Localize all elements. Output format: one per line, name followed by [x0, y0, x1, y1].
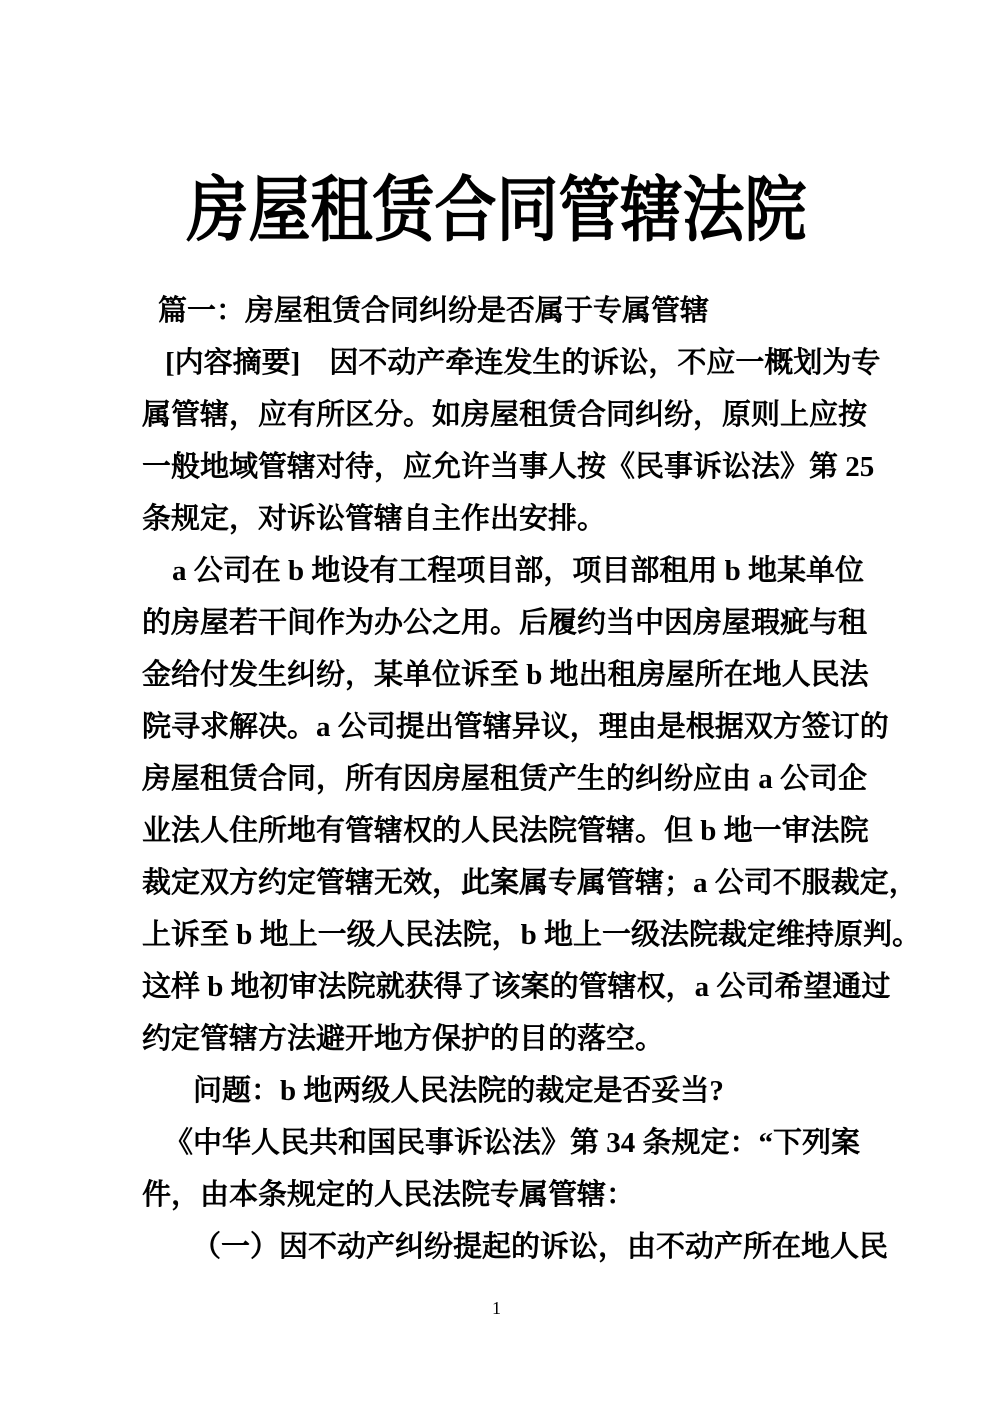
text-line: 《中华人民共和国民事诉讼法》第 34 条规定：“下列案 — [164, 1127, 861, 1159]
text-line: 属管辖，应有所区分。如房屋租赁合同纠纷，原则上应按 — [142, 399, 868, 431]
text-line: 房屋租赁合同，所有因房屋租赁产生的纠纷应由 a 公司企 — [142, 763, 868, 795]
text-line: 这样 b 地初审法院就获得了该案的管辖权，a 公司希望通过 — [142, 971, 891, 1003]
document-title: 房屋租赁合同管辖法院 — [186, 172, 807, 251]
paragraph — [142, 1221, 889, 1273]
paragraph — [142, 1117, 860, 1221]
text-line: （一）因不动产纠纷提起的诉讼，由不动产所在地人民 — [192, 1231, 889, 1263]
paragraph — [142, 285, 860, 337]
text-line: [内容摘要] 因不动产牵连发生的诉讼，不应一概划为专 — [165, 347, 881, 379]
text-line: 业法人住所地有管辖权的人民法院管辖。但 b 地一审法院 — [142, 815, 869, 847]
text-line: 的房屋若干间作为办公之用。后履约当中因房屋瑕疵与租 — [142, 607, 868, 639]
text-line: 院寻求解决。a 公司提出管辖异议，理由是根据双方签订的 — [142, 711, 889, 743]
text-line: 约定管辖方法避开地方保护的目的落空。 — [142, 1023, 665, 1055]
text-line: 上诉至 b 地上一级人民法院，b 地上一级法院裁定维持原判。 — [142, 919, 922, 951]
paragraph — [142, 337, 881, 545]
text-line: 条规定，对诉讼管辖自主作出安排。 — [142, 503, 607, 535]
text-line: 裁定双方约定管辖无效，此案属专属管辖；a 公司不服裁定， — [142, 867, 918, 899]
text-line: 金给付发生纠纷，某单位诉至 b 地出租房屋所在地人民法 — [142, 659, 869, 691]
paragraph — [142, 1065, 860, 1117]
text-line: 问题：b 地两级人民法院的裁定是否妥当? — [193, 1075, 724, 1107]
text-line: 篇一：房屋租赁合同纠纷是否属于专属管辖 — [158, 295, 710, 327]
page-number: 1 — [492, 1298, 501, 1318]
paragraph — [142, 545, 922, 1065]
text-line: 一般地域管辖对待，应允许当事人按《民事诉讼法》第 25 — [142, 451, 875, 483]
document-body — [142, 285, 922, 1273]
text-line: a 公司在 b 地设有工程项目部，项目部租用 b 地某单位 — [172, 555, 865, 587]
text-line: 件，由本条规定的人民法院专属管辖： — [142, 1179, 636, 1211]
